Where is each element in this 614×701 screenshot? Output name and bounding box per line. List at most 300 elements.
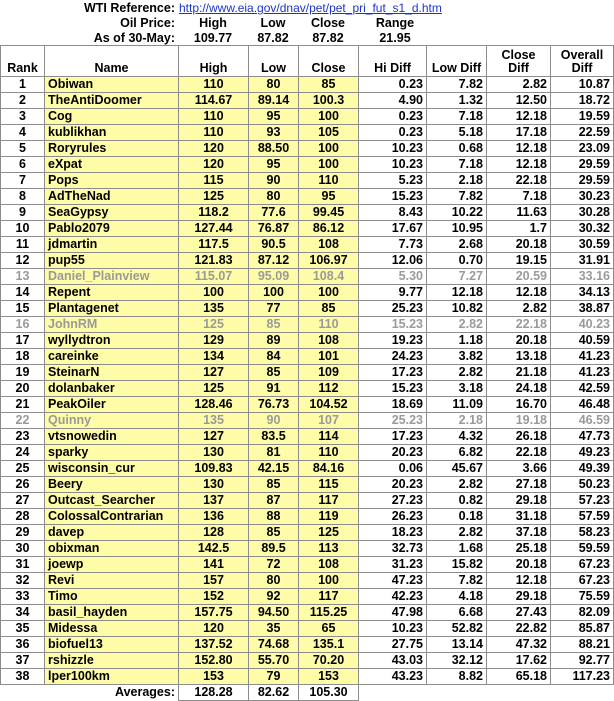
- hi-diff-cell: 15.23: [359, 381, 427, 397]
- close-cell: 108: [299, 333, 359, 349]
- header-col-close: Close: [310, 16, 346, 30]
- overall-diff-cell: 49.39: [551, 461, 614, 477]
- table-row: [1, 237, 614, 253]
- high-cell: 152.80: [179, 653, 249, 669]
- overall-diff-cell: 49.23: [551, 445, 614, 461]
- table-row: [1, 77, 614, 93]
- low-diff-cell: 6.68: [427, 605, 487, 621]
- reference-link[interactable]: [179, 1, 442, 15]
- close-diff-cell: 26.18: [487, 429, 551, 445]
- low-diff-cell: 10.22: [427, 205, 487, 221]
- table-row: [1, 477, 614, 493]
- low-cell: 77: [249, 301, 299, 317]
- close-cell: 115: [299, 477, 359, 493]
- name-cell: eXpat: [45, 157, 179, 173]
- close-cell: 110: [299, 445, 359, 461]
- overall-diff-cell: 59.59: [551, 541, 614, 557]
- high-cell: 127.44: [179, 221, 249, 237]
- overall-diff-cell: 30.59: [551, 237, 614, 253]
- col-name-header: Name: [45, 46, 179, 77]
- rank-cell: 8: [1, 189, 45, 205]
- low-cell: 94.50: [249, 605, 299, 621]
- overall-diff-cell: 10.87: [551, 77, 614, 93]
- close-diff-cell: 27.43: [487, 605, 551, 621]
- high-cell: 130: [179, 477, 249, 493]
- hi-diff-cell: 47.98: [359, 605, 427, 621]
- overall-diff-cell: 67.23: [551, 557, 614, 573]
- table-row: [1, 349, 614, 365]
- close-cell: 135.1: [299, 637, 359, 653]
- table-row: [1, 333, 614, 349]
- low-cell: 88.50: [249, 141, 299, 157]
- close-diff-cell: 22.18: [487, 173, 551, 189]
- hi-diff-cell: 25.23: [359, 413, 427, 429]
- header-val-high: 109.77: [193, 31, 233, 45]
- hi-diff-cell: 17.23: [359, 365, 427, 381]
- low-diff-cell: 10.82: [427, 301, 487, 317]
- overall-diff-cell: 46.48: [551, 397, 614, 413]
- rank-cell: 35: [1, 621, 45, 637]
- close-cell: 119: [299, 509, 359, 525]
- overall-diff-cell: 46.59: [551, 413, 614, 429]
- rank-cell: 27: [1, 493, 45, 509]
- low-diff-cell: 13.14: [427, 637, 487, 653]
- close-cell: 104.52: [299, 397, 359, 413]
- hi-diff-cell: 0.06: [359, 461, 427, 477]
- overall-diff-cell: 40.23: [551, 317, 614, 333]
- table-row: [1, 445, 614, 461]
- low-diff-cell: 2.82: [427, 477, 487, 493]
- close-diff-cell: 65.18: [487, 669, 551, 685]
- hi-diff-cell: 20.23: [359, 445, 427, 461]
- overall-diff-cell: 85.87: [551, 621, 614, 637]
- header-val-range: 21.95: [379, 31, 411, 45]
- low-cell: 92: [249, 589, 299, 605]
- overall-diff-cell: 29.59: [551, 173, 614, 189]
- name-cell: Timo: [45, 589, 179, 605]
- low-diff-cell: 12.18: [427, 285, 487, 301]
- rank-cell: 15: [1, 301, 45, 317]
- table-row: [1, 269, 614, 285]
- table-row: [1, 317, 614, 333]
- rank-cell: 21: [1, 397, 45, 413]
- close-diff-cell: 20.18: [487, 333, 551, 349]
- rank-cell: 14: [1, 285, 45, 301]
- overall-diff-cell: 75.59: [551, 589, 614, 605]
- close-cell: 108: [299, 557, 359, 573]
- low-diff-cell: 0.68: [427, 141, 487, 157]
- results-table: [0, 45, 614, 701]
- close-diff-cell: 12.18: [487, 141, 551, 157]
- column-header-row: [1, 46, 614, 77]
- name-cell: Revi: [45, 573, 179, 589]
- close-cell: 101: [299, 349, 359, 365]
- low-diff-cell: 7.27: [427, 269, 487, 285]
- low-diff-cell: 7.18: [427, 157, 487, 173]
- hi-diff-cell: 32.73: [359, 541, 427, 557]
- table-row: [1, 669, 614, 685]
- close-diff-cell: 29.18: [487, 493, 551, 509]
- hi-diff-cell: 43.23: [359, 669, 427, 685]
- rank-cell: 12: [1, 253, 45, 269]
- close-diff-cell: 21.18: [487, 365, 551, 381]
- low-diff-cell: 0.18: [427, 509, 487, 525]
- overall-diff-cell: 38.87: [551, 301, 614, 317]
- close-cell: 100: [299, 285, 359, 301]
- high-cell: 120: [179, 141, 249, 157]
- close-diff-cell: 12.18: [487, 285, 551, 301]
- name-cell: ColossalContrarian: [45, 509, 179, 525]
- low-cell: 95.09: [249, 269, 299, 285]
- col-hi-diff-header: Hi Diff: [359, 46, 427, 77]
- col-high-header: High: [179, 46, 249, 77]
- high-cell: 136: [179, 509, 249, 525]
- low-diff-cell: 7.82: [427, 77, 487, 93]
- name-cell: AdTheNad: [45, 189, 179, 205]
- rank-cell: 31: [1, 557, 45, 573]
- name-cell: kublikhan: [45, 125, 179, 141]
- high-cell: 125: [179, 317, 249, 333]
- rank-cell: 9: [1, 205, 45, 221]
- close-diff-cell: 22.18: [487, 317, 551, 333]
- rank-cell: 19: [1, 365, 45, 381]
- rank-cell: 25: [1, 461, 45, 477]
- avg-close: 105.30: [299, 685, 359, 701]
- header-col-high: High: [199, 16, 227, 30]
- table-row: [1, 461, 614, 477]
- overall-diff-cell: 30.23: [551, 189, 614, 205]
- hi-diff-cell: 27.75: [359, 637, 427, 653]
- high-cell: 130: [179, 445, 249, 461]
- high-cell: 137.52: [179, 637, 249, 653]
- low-diff-cell: 8.82: [427, 669, 487, 685]
- close-diff-cell: 19.18: [487, 413, 551, 429]
- low-cell: 93: [249, 125, 299, 141]
- high-cell: 109.83: [179, 461, 249, 477]
- hi-diff-cell: 0.23: [359, 125, 427, 141]
- low-cell: 90.5: [249, 237, 299, 253]
- name-cell: PeakOiler: [45, 397, 179, 413]
- table-row: [1, 653, 614, 669]
- close-diff-cell: 31.18: [487, 509, 551, 525]
- low-cell: 76.87: [249, 221, 299, 237]
- high-cell: 115: [179, 173, 249, 189]
- overall-diff-cell: 88.21: [551, 637, 614, 653]
- low-cell: 80: [249, 77, 299, 93]
- hi-diff-cell: 17.67: [359, 221, 427, 237]
- name-cell: Daniel_Plainview: [45, 269, 179, 285]
- low-cell: 79: [249, 669, 299, 685]
- table-row: [1, 509, 614, 525]
- high-cell: 153: [179, 669, 249, 685]
- close-diff-cell: 12.18: [487, 157, 551, 173]
- close-cell: 112: [299, 381, 359, 397]
- close-diff-cell: 12.50: [487, 93, 551, 109]
- overall-diff-cell: 41.23: [551, 349, 614, 365]
- hi-diff-cell: 47.23: [359, 573, 427, 589]
- high-cell: 117.5: [179, 237, 249, 253]
- col-overall-diff-header: Overall Diff: [551, 46, 614, 77]
- rank-cell: 5: [1, 141, 45, 157]
- high-cell: 120: [179, 157, 249, 173]
- low-cell: 89.5: [249, 541, 299, 557]
- hi-diff-cell: 42.23: [359, 589, 427, 605]
- hi-diff-cell: 5.23: [359, 173, 427, 189]
- hi-diff-cell: 27.23: [359, 493, 427, 509]
- low-diff-cell: 11.09: [427, 397, 487, 413]
- rank-cell: 33: [1, 589, 45, 605]
- close-diff-cell: 17.62: [487, 653, 551, 669]
- close-diff-cell: 2.82: [487, 301, 551, 317]
- low-diff-cell: 6.82: [427, 445, 487, 461]
- close-diff-cell: 19.15: [487, 253, 551, 269]
- table-row: [1, 557, 614, 573]
- high-cell: 141: [179, 557, 249, 573]
- close-cell: 117: [299, 589, 359, 605]
- name-cell: obixman: [45, 541, 179, 557]
- table-row: [1, 397, 614, 413]
- close-cell: 70.20: [299, 653, 359, 669]
- close-cell: 100.3: [299, 93, 359, 109]
- low-cell: 90: [249, 173, 299, 189]
- rank-cell: 36: [1, 637, 45, 653]
- close-cell: 84.16: [299, 461, 359, 477]
- close-cell: 109: [299, 365, 359, 381]
- hi-diff-cell: 10.23: [359, 157, 427, 173]
- hi-diff-cell: 10.23: [359, 141, 427, 157]
- close-diff-cell: 20.18: [487, 557, 551, 573]
- hi-diff-cell: 5.30: [359, 269, 427, 285]
- col-low-diff-header: Low Diff: [427, 46, 487, 77]
- close-diff-cell: 16.70: [487, 397, 551, 413]
- overall-diff-cell: 41.23: [551, 365, 614, 381]
- low-cell: 42.15: [249, 461, 299, 477]
- close-cell: 108.4: [299, 269, 359, 285]
- name-cell: davep: [45, 525, 179, 541]
- close-cell: 100: [299, 109, 359, 125]
- table-row: [1, 173, 614, 189]
- low-diff-cell: 2.68: [427, 237, 487, 253]
- low-diff-cell: 45.67: [427, 461, 487, 477]
- close-diff-cell: 47.32: [487, 637, 551, 653]
- name-cell: Roryrules: [45, 141, 179, 157]
- header-col-range: Range: [375, 16, 415, 30]
- low-cell: 87.12: [249, 253, 299, 269]
- hi-diff-cell: 17.23: [359, 429, 427, 445]
- table-row: [1, 221, 614, 237]
- high-cell: 127: [179, 429, 249, 445]
- close-cell: 65: [299, 621, 359, 637]
- low-cell: 76.73: [249, 397, 299, 413]
- hi-diff-cell: 10.23: [359, 621, 427, 637]
- name-cell: Plantagenet: [45, 301, 179, 317]
- high-cell: 128.46: [179, 397, 249, 413]
- table-row: [1, 589, 614, 605]
- table-row: [1, 205, 614, 221]
- hi-diff-cell: 20.23: [359, 477, 427, 493]
- name-cell: dolanbaker: [45, 381, 179, 397]
- close-diff-cell: 25.18: [487, 541, 551, 557]
- name-cell: Quinny: [45, 413, 179, 429]
- hi-diff-cell: 26.23: [359, 509, 427, 525]
- low-cell: 85: [249, 365, 299, 381]
- low-diff-cell: 5.18: [427, 125, 487, 141]
- table-row: [1, 301, 614, 317]
- low-diff-cell: 3.18: [427, 381, 487, 397]
- low-diff-cell: 2.18: [427, 173, 487, 189]
- rank-cell: 34: [1, 605, 45, 621]
- close-cell: 86.12: [299, 221, 359, 237]
- asof-label: As of 30-May:: [93, 31, 175, 45]
- header-val-low: 87.82: [257, 31, 289, 45]
- low-diff-cell: 1.32: [427, 93, 487, 109]
- overall-diff-cell: 34.13: [551, 285, 614, 301]
- low-cell: 87: [249, 493, 299, 509]
- high-cell: 129: [179, 333, 249, 349]
- high-cell: 135: [179, 301, 249, 317]
- rank-cell: 22: [1, 413, 45, 429]
- rank-cell: 24: [1, 445, 45, 461]
- rank-cell: 38: [1, 669, 45, 685]
- table-row: [1, 381, 614, 397]
- name-cell: TheAntiDoomer: [45, 93, 179, 109]
- rank-cell: 23: [1, 429, 45, 445]
- low-cell: 55.70: [249, 653, 299, 669]
- low-diff-cell: 0.70: [427, 253, 487, 269]
- overall-diff-cell: 40.59: [551, 333, 614, 349]
- overall-diff-cell: 31.91: [551, 253, 614, 269]
- rank-cell: 28: [1, 509, 45, 525]
- high-cell: 128: [179, 525, 249, 541]
- high-cell: 110: [179, 77, 249, 93]
- high-cell: 115.07: [179, 269, 249, 285]
- name-cell: joewp: [45, 557, 179, 573]
- close-diff-cell: 7.18: [487, 189, 551, 205]
- high-cell: 125: [179, 381, 249, 397]
- close-cell: 95: [299, 189, 359, 205]
- high-cell: 152: [179, 589, 249, 605]
- close-diff-cell: 20.59: [487, 269, 551, 285]
- low-cell: 85: [249, 525, 299, 541]
- overall-diff-cell: 67.23: [551, 573, 614, 589]
- rank-cell: 16: [1, 317, 45, 333]
- name-cell: sparky: [45, 445, 179, 461]
- low-cell: 35: [249, 621, 299, 637]
- rank-cell: 4: [1, 125, 45, 141]
- name-cell: Outcast_Searcher: [45, 493, 179, 509]
- low-cell: 77.6: [249, 205, 299, 221]
- low-diff-cell: 2.82: [427, 525, 487, 541]
- rank-cell: 3: [1, 109, 45, 125]
- reference-url[interactable]: http://www.eia.gov/dnav/pet/pet_pri_fut_s1_d.htm: [179, 1, 442, 15]
- hi-diff-cell: 19.23: [359, 333, 427, 349]
- table-row: [1, 605, 614, 621]
- rank-cell: 32: [1, 573, 45, 589]
- rank-cell: 18: [1, 349, 45, 365]
- reference-label: WTI Reference:: [84, 1, 175, 15]
- table-row: [1, 125, 614, 141]
- close-cell: 108: [299, 237, 359, 253]
- close-diff-cell: 17.18: [487, 125, 551, 141]
- low-diff-cell: 7.18: [427, 109, 487, 125]
- close-diff-cell: 37.18: [487, 525, 551, 541]
- name-cell: biofuel13: [45, 637, 179, 653]
- overall-diff-cell: 117.23: [551, 669, 614, 685]
- close-diff-cell: 12.18: [487, 573, 551, 589]
- low-cell: 95: [249, 157, 299, 173]
- table-row: [1, 413, 614, 429]
- low-diff-cell: 7.82: [427, 573, 487, 589]
- close-cell: 85: [299, 301, 359, 317]
- close-diff-cell: 11.63: [487, 205, 551, 221]
- close-diff-cell: 20.18: [487, 237, 551, 253]
- hi-diff-cell: 12.06: [359, 253, 427, 269]
- hi-diff-cell: 4.90: [359, 93, 427, 109]
- table-row: [1, 429, 614, 445]
- table-row: [1, 541, 614, 557]
- low-diff-cell: 2.82: [427, 317, 487, 333]
- high-cell: 121.83: [179, 253, 249, 269]
- low-cell: 89: [249, 333, 299, 349]
- hi-diff-cell: 15.23: [359, 317, 427, 333]
- rank-cell: 13: [1, 269, 45, 285]
- low-cell: 91: [249, 381, 299, 397]
- table-row: [1, 93, 614, 109]
- header-col-low: Low: [260, 16, 286, 30]
- close-cell: 100: [299, 157, 359, 173]
- name-cell: Beery: [45, 477, 179, 493]
- name-cell: Pops: [45, 173, 179, 189]
- table-row: [1, 525, 614, 541]
- low-cell: 83.5: [249, 429, 299, 445]
- table-row: [1, 285, 614, 301]
- name-cell: Midessa: [45, 621, 179, 637]
- rank-cell: 7: [1, 173, 45, 189]
- low-diff-cell: 7.82: [427, 189, 487, 205]
- rank-cell: 29: [1, 525, 45, 541]
- rank-cell: 26: [1, 477, 45, 493]
- name-cell: SeaGypsy: [45, 205, 179, 221]
- rank-cell: 2: [1, 93, 45, 109]
- close-diff-cell: 2.82: [487, 77, 551, 93]
- rank-cell: 10: [1, 221, 45, 237]
- low-diff-cell: 4.18: [427, 589, 487, 605]
- low-diff-cell: 1.18: [427, 333, 487, 349]
- hi-diff-cell: 15.23: [359, 189, 427, 205]
- table-row: [1, 573, 614, 589]
- high-cell: 125: [179, 189, 249, 205]
- low-diff-cell: 2.18: [427, 413, 487, 429]
- low-cell: 74.68: [249, 637, 299, 653]
- overall-diff-cell: 33.16: [551, 269, 614, 285]
- close-cell: 110: [299, 317, 359, 333]
- overall-diff-cell: 23.09: [551, 141, 614, 157]
- overall-diff-cell: 22.59: [551, 125, 614, 141]
- low-cell: 90: [249, 413, 299, 429]
- name-cell: pup55: [45, 253, 179, 269]
- name-cell: wyllydtron: [45, 333, 179, 349]
- hi-diff-cell: 31.23: [359, 557, 427, 573]
- name-cell: Obiwan: [45, 77, 179, 93]
- low-cell: 95: [249, 109, 299, 125]
- name-cell: careinke: [45, 349, 179, 365]
- table-row: [1, 157, 614, 173]
- averages-row: [1, 685, 614, 701]
- overall-diff-cell: 19.59: [551, 109, 614, 125]
- low-cell: 85: [249, 317, 299, 333]
- close-diff-cell: 13.18: [487, 349, 551, 365]
- hi-diff-cell: 0.23: [359, 109, 427, 125]
